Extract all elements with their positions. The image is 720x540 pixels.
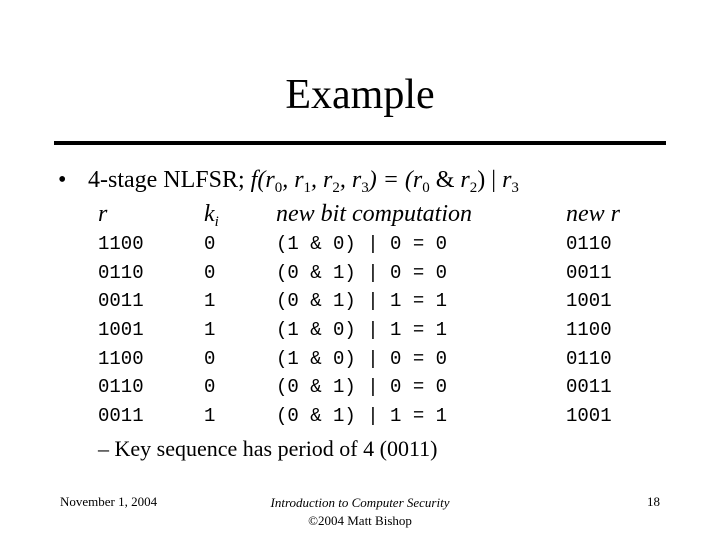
footer-copyright: ©2004 Matt Bishop (308, 513, 412, 528)
cell-r: 1100 (98, 233, 144, 255)
function-f: f (250, 167, 258, 193)
cell-k: 1 (204, 319, 216, 342)
cell-computation: (1 & 0) | 0 = 0 (276, 347, 448, 370)
cell-computation: (0 & 1) | 0 = 0 (276, 261, 448, 284)
cell-r: 0110 (98, 376, 144, 399)
page-number: 18 (647, 494, 660, 509)
header-r: r (98, 201, 108, 227)
bullet-prefix: 4-stage NLFSR; (88, 167, 251, 193)
slide-title: Example (285, 72, 435, 118)
cell-computation: (0 & 1) | 1 = 1 (276, 290, 448, 313)
main-bullet: • 4-stage NLFSR; $f(r_0$, $r_1$, $r_2$, $r_3) = (r_0$ & $r_2$) | $r_3$ (58, 164, 519, 196)
sub-bullet: – Key sequence has period of 4 (0011) (98, 436, 438, 461)
footer-course-title: Introduction to Computer Security (270, 495, 450, 510)
header-computation: new bit computation (276, 201, 472, 227)
cell-new-r: 1001 (566, 405, 612, 428)
column-computation (276, 230, 447, 431)
cell-r: 0011 (98, 290, 144, 313)
cell-computation: (0 & 1) | 1 = 1 (276, 405, 448, 428)
cell-r: 1001 (98, 319, 144, 342)
cell-new-r: 0011 (566, 376, 612, 399)
cell-computation: (1 & 0) | 1 = 1 (276, 319, 448, 342)
cell-new-r: 1001 (566, 290, 612, 313)
cell-r: 1100 (98, 347, 144, 370)
column-r (98, 230, 144, 431)
cell-new-r: 1100 (566, 319, 612, 342)
cell-k: 0 (204, 261, 216, 284)
header-ki: $k_i$ (204, 201, 219, 230)
cell-new-r: 0110 (566, 233, 612, 255)
cell-computation: (0 & 1) | 0 = 0 (276, 376, 448, 399)
cell-computation: (1 & 0) | 0 = 0 (276, 233, 448, 255)
column-ki (204, 230, 215, 431)
cell-k: 0 (204, 376, 216, 399)
cell-r: 0110 (98, 261, 144, 284)
bullet-marker: • (58, 167, 67, 193)
header-new-r: new r (566, 201, 620, 227)
cell-k: 1 (204, 290, 216, 313)
cell-r: 0011 (98, 405, 144, 428)
title-divider (54, 141, 666, 145)
cell-k: 1 (204, 405, 216, 428)
footer-date: November 1, 2004 (60, 494, 158, 509)
cell-k: 0 (204, 347, 216, 370)
cell-k: 0 (204, 233, 216, 255)
column-new-r (566, 230, 612, 431)
cell-new-r: 0011 (566, 261, 612, 284)
cell-new-r: 0110 (566, 347, 612, 370)
footer-course (220, 494, 500, 530)
